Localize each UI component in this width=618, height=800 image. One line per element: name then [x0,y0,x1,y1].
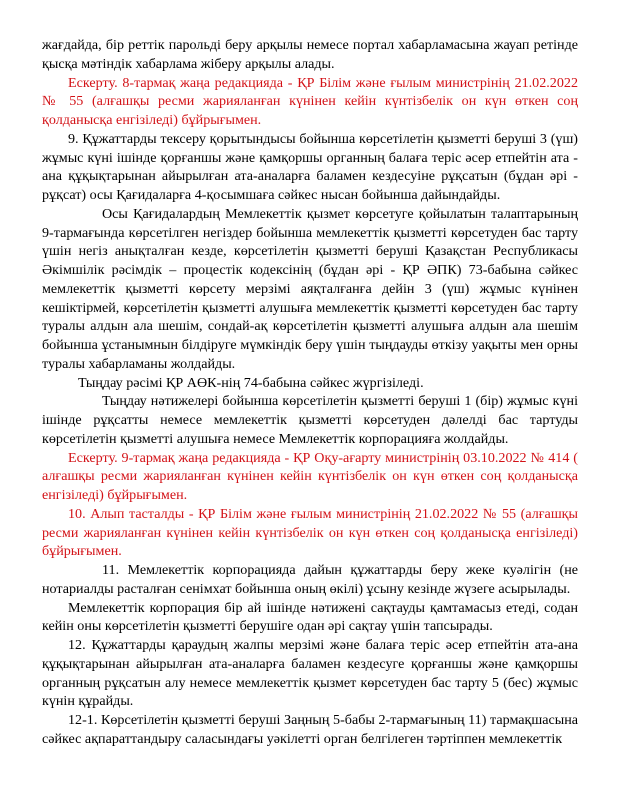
paragraph-hearing-procedure: Тыңдау рәсімі ҚР АӨК-нің 74-бабына сәйкес жүргізіледі. [78,374,424,391]
paragraph-corporation-storage: Мемлекеттік корпорация бір ай ішінде нәтижені сақтауды қамтамасыз етеді, содан кейін оны көрсетілетін қызметті берушіге одан әрі сақтау үшін тапсырады. [42,599,578,635]
paragraph-amendment-note-item-8: Ескерту. 8-тармақ жаңа редакцияда - ҚР Білім және ғылым министрінің 21.02.2022 № 55 (алғашқы ресми жарияланған күнінен кейін күнтізбелік он күн өткен соң қолданысқа енгізіледі) бұйрығымен. [42,74,578,128]
paragraph-item-9: 9. Құжаттарды тексеру қорытындысы бойынша көрсетілетін қызметті беруші 3 (үш) жұмыс күні ішінде қорғаншы және қамқоршы органның балаға теріс әсер етпейтін ата - ана құқықтарынан айырылған ата-аналарға баламен кездесуіне рұқсатын (бұдан әрі - рұқсат) осы Қағидаларға 4-қосымшаға сәйкес нысан бойынша дайындайды. [42,130,578,203]
paragraph-item-10-removed: 10. Алып тасталды - ҚР Білім және ғылым министрінің 21.02.2022 № 55 (алғашқы ресми жарияланған күнінен кейін күнтізбелік он күн өткен соң қолданысқа енгізіледі) бұйрығымен. [42,505,578,560]
paragraph-item-11: 11. Мемлекеттік корпорацияда дайын құжаттарды беру жеке куәлігін (не нотариалды расталған сенімхат бойынша оның өкілі) ұсыну кезінде жүзеге асырылады. [42,562,578,597]
paragraph-hearing-results: Тыңдау нәтижелері бойынша көрсетілетін қызметті беруші 1 (бір) жұмыс күні ішінде рұқсатты немесе мемлекеттік қызметті көрсетуден дәлелді бас тартуды көрсетілетін қызметті алушыға немесе Мемлекеттік корпорацияға жолдайды. [42,393,578,447]
paragraph-item-12-1: 12-1. Көрсетілетін қызметті беруші Заңның 5-бабы 2-тармағының 11) тармақшасына сәйкес ақпараттандыру саласындағы уәкілетті орган белгілеген тәртіппен мемлекеттік [42,712,578,747]
paragraph-item-12: 12. Құжаттарды қараудың жалпы мерзімі және балаға теріс әсер етпейтін ата-ана құқықтарынан айырылған ата-аналарға баламен кездесуге қорғаншы және қамқоршы органның рұқсатын алу немесе мемлекеттік қызмет көрсетуден бас тарту 5 (бес) жұмыс күнін құрайды. [42,637,578,710]
document-text-body [42,36,578,749]
paragraph-rules-requirements: Осы Қағидалардың Мемлекеттік қызмет көрсетуге қойылатын талаптарының 9-тармағында көрсетілген негіздер бойынша мемлекеттік қызметті көрсетуден бас тарту үшін негіз анықталған кезде, көрсетілетін қызметті беруші Қазақстан Республикасы Әкімшілік рәсімдік – процестік кодексінің (бұдан әрі - ҚР ӘПК) 73-бабына сәйкес мемлекеттік қызметті көрсету мерзімі аяқталғанға дейін 3 (үш) жұмыс күнінен кешіктірмей, көрсетілетін қызметті алушыға мемлекеттік қызметті көрсетуден бас тарту туралы алдын ала шешім, сондай-ақ көрсетілетін қызметті алушыға алдын ала шешім бойынша ұстанымнын білдіруге мүмкіндік беру үшін тыңдауды өткізу уақыты мен орны туралы хабарламаны жолдайды. [42,205,578,372]
paragraph-amendment-note-item-9: Ескерту. 9-тармақ жаңа редакцияда - ҚР Оқу-ағарту министрінің 03.10.2022 № 414 ( алғашқы ресми жарияланған күнінен кейін күнтізбелік он күн өткен соң қолданысқа енгізіледі) бұйрығымен. [42,449,578,503]
paragraph-continuation-top: жағдайда, бір реттік парольді беру арқылы немесе портал хабарламасына жауап ретінде қысқа мәтіндік хабарлама жіберу арқылы алады. [42,37,578,72]
